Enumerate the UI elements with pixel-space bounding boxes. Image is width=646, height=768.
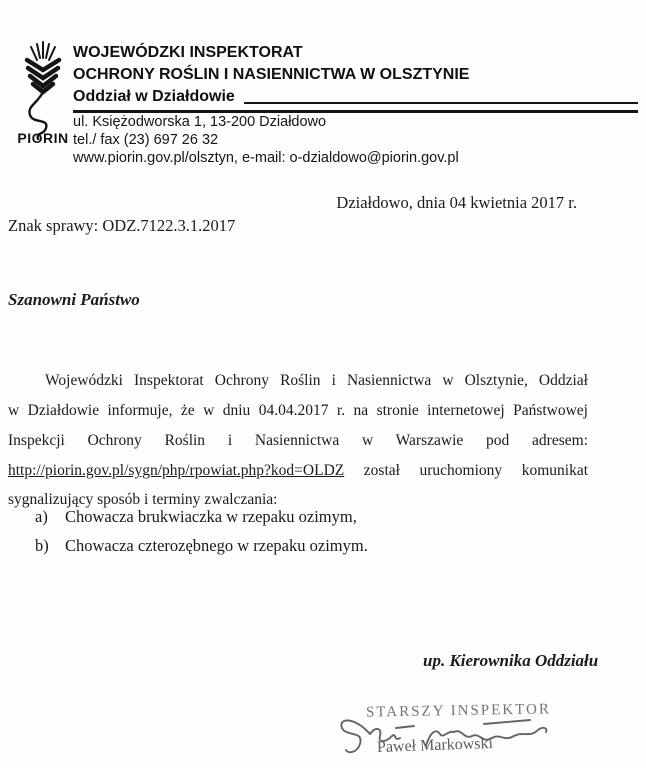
body-line-5: sygnalizujący sposób i terminy zwalczania: (8, 491, 278, 508)
list-marker-b: b) (35, 536, 49, 555)
announcement-url: http://piorin.gov.pl/sygn/php/rpowiat.php?kod=OLDZ (8, 462, 345, 479)
org-branch-line: Oddział w Działdowie (73, 88, 235, 105)
stamp-title: STARSZY INSPEKTOR (365, 701, 552, 721)
body-line-1: Wojewódzki Inspektorat Ochrony Roślin i Nasiennictwa w Olsztynie, Oddział (45, 372, 588, 389)
signature-scribble (334, 704, 566, 764)
branch-underline (244, 102, 638, 104)
list-marker-a: a) (35, 507, 48, 526)
list-item-a (8, 502, 368, 531)
web-email-line: www.piorin.gov.pl/olsztyn, e-mail: o-dzialdowo@piorin.gov.pl (73, 150, 459, 166)
letterhead-logo (12, 40, 74, 146)
org-name-line1: WOJEWÓDZKI INSPEKTORAT (73, 44, 303, 61)
pest-list (8, 502, 368, 560)
signer-name: Paweł Markowski (376, 734, 494, 757)
salutation: Szanowni Państwo (8, 290, 140, 309)
list-text-a: Chowacza brukwiaczka w rzepaku ozimym, (65, 507, 357, 526)
piorin-logo-text: PIORIN (17, 130, 69, 146)
list-text-b: Chowacza czterozębnego w rzepaku ozimym. (65, 536, 368, 555)
authority-line: up. Kierownika Oddziału (423, 651, 599, 670)
address-line: ul. Księżodworska 1, 13-200 Działdowo (73, 114, 327, 130)
date-line: Działdowo, dnia 04 kwietnia 2017 r. (336, 193, 577, 212)
body-line-4-rest: został uruchomiony komunikat (363, 462, 589, 479)
body-line-3: Inspekcji Ochrony Roślin i Nasiennictwa w Warszawie pod adresem: (8, 432, 588, 449)
body-line-4 (8, 456, 588, 486)
body-paragraph (8, 366, 588, 514)
org-name-line2: OCHRONY ROŚLIN I NASIENNICTWA W OLSZTYNIE (73, 66, 470, 83)
case-number: Znak sprawy: ODZ.7122.3.1.2017 (8, 216, 236, 235)
body-line-2: w Działdowie informuje, że w dniu 04.04.2017 r. na stronie internetowej Państwowej (8, 402, 588, 419)
piorin-wheat-icon (15, 40, 71, 140)
phone-line: tel./ fax (23) 697 26 32 (73, 132, 219, 148)
org-branch-row (73, 86, 638, 108)
letterhead-text-block (73, 42, 638, 167)
list-item-b (8, 531, 368, 560)
